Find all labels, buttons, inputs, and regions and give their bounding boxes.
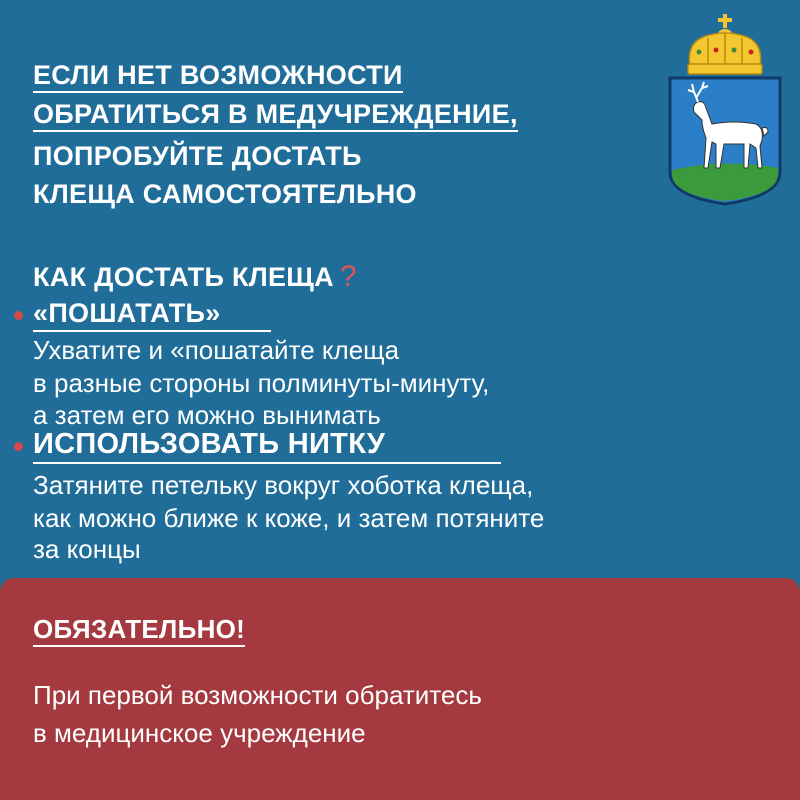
samara-coat-of-arms-icon: [664, 12, 786, 207]
method-1-line-3: а затем его можно вынимать: [33, 400, 381, 430]
method-2-title: ИСПОЛЬЗОВАТЬ НИТКУ: [33, 428, 501, 464]
intro-line-4: КЛЕЩА САМОСТОЯТЕЛЬНО: [33, 179, 417, 209]
howto-title: КАК ДОСТАТЬ КЛЕЩА ?: [33, 260, 357, 293]
notice-title: ОБЯЗАТЕЛЬНО!: [33, 614, 245, 645]
method-1-line-1: Ухватите и «пошатайте клеща: [33, 335, 400, 365]
bullet-icon: [14, 442, 23, 451]
method-2-line-2: как можно ближе к коже, и затем потяните: [33, 503, 545, 533]
method-2-line-3: за концы: [33, 534, 141, 564]
method-1-line-2: в разные стороны полминуты-минуту,: [33, 368, 490, 398]
method-2-line-1: Затяните петельку вокруг хоботка клеща,: [33, 470, 534, 500]
notice-panel: [0, 578, 800, 800]
intro-line-2: ОБРАТИТЬСЯ В МЕДУЧРЕЖДЕНИЕ,: [33, 99, 518, 130]
method-1-title: «ПОШАТАТЬ»: [33, 298, 271, 332]
notice-line-2: в медицинское учреждение: [33, 718, 366, 748]
question-mark: ?: [339, 260, 357, 293]
intro-line-3: ПОПРОБУЙТЕ ДОСТАТЬ: [33, 141, 362, 171]
bullet-icon: [14, 311, 23, 320]
notice-line-1: При первой возможности обратитесь: [33, 680, 482, 710]
intro-line-1: ЕСЛИ НЕТ ВОЗМОЖНОСТИ: [33, 60, 403, 91]
